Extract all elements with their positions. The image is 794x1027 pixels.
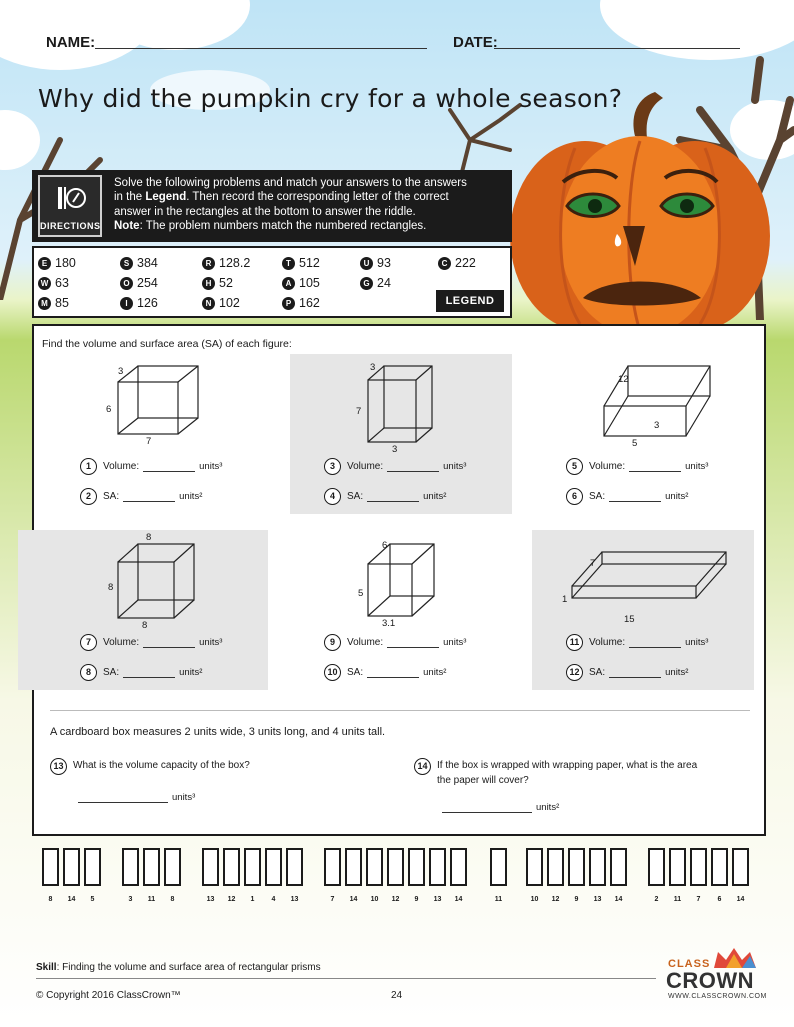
answer-blank[interactable] (367, 492, 419, 502)
dimension-label: 7 (356, 406, 362, 417)
dimension-label: 8 (108, 582, 114, 593)
figure-cell-3 (532, 354, 754, 514)
instruction-text: Find the volume and surface area (SA) of each figure: (42, 338, 292, 350)
legend-item (38, 256, 76, 270)
units-label: units³ (443, 637, 467, 648)
answer-box-number: 8 (170, 896, 175, 903)
legend-item (438, 256, 476, 270)
legend-letter: P (282, 297, 295, 310)
directions-line: Solve the following problems and match your answers to the answers (114, 177, 467, 189)
sa-question (324, 488, 446, 505)
logo-class-text: CLASS (668, 958, 711, 970)
dimension-label: 8 (142, 620, 148, 631)
answer-blank[interactable] (143, 638, 195, 648)
answer-box-number: 1 (250, 896, 255, 903)
answer-box-number: 14 (736, 896, 745, 903)
date-field[interactable] (494, 48, 740, 49)
question-14 (414, 758, 697, 788)
volume-question (80, 634, 222, 651)
box-word-problem: A cardboard box measures 2 units wide, 3 units long, and 4 units tall. (50, 726, 386, 738)
answer-letter-box[interactable] (122, 848, 139, 886)
logo-crown-text: CROWN (666, 968, 755, 993)
dimension-label: 15 (624, 614, 635, 625)
directions-line-part: in the (114, 191, 146, 204)
answer-letter-box[interactable] (589, 848, 606, 886)
legend-item (282, 276, 320, 290)
dimension-label: 7 (146, 436, 152, 447)
question-number: 8 (80, 664, 97, 681)
answer-blank[interactable] (609, 668, 661, 678)
question-text (437, 758, 697, 788)
sa-label: SA: (589, 667, 606, 678)
answer-letter-box[interactable] (265, 848, 282, 886)
answer-box-number: 13 (593, 896, 602, 903)
answer-letter-box[interactable] (244, 848, 261, 886)
answer-box-number: 8 (48, 896, 53, 903)
units-label: units² (179, 667, 203, 678)
answer-blank[interactable] (442, 803, 532, 813)
dimension-label: 3.1 (382, 618, 396, 629)
legend-item (202, 256, 250, 270)
volume-label: Volume: (103, 637, 140, 648)
legend-letter: H (202, 277, 215, 290)
question-number: 13 (50, 758, 67, 775)
answer-box-number: 5 (90, 896, 95, 903)
question-number: 3 (324, 458, 341, 475)
directions-badge-label: DIRECTIONS (40, 221, 101, 231)
answer-box-number: 14 (349, 896, 358, 903)
legend-letter: R (202, 257, 215, 270)
answer-14 (438, 802, 559, 813)
answer-box-number: 7 (330, 896, 335, 903)
volume-question (566, 458, 708, 475)
answer-box-number: 12 (227, 896, 236, 903)
note-word: Note (114, 219, 140, 232)
directions-text (114, 176, 506, 233)
question-text-line: If the box is wrapped with wrapping paper, what is the area (437, 760, 698, 771)
sa-question (324, 664, 446, 681)
legend-value: 52 (219, 276, 233, 290)
volume-label: Volume: (103, 461, 140, 472)
volume-label: Volume: (347, 461, 384, 472)
answer-box-number: 9 (574, 896, 579, 903)
answer-box-number: 3 (128, 896, 133, 903)
question-number: 10 (324, 664, 341, 681)
legend-item (282, 256, 320, 270)
answer-letter-box[interactable] (732, 848, 749, 886)
units-label: units³ (685, 637, 709, 648)
legend-item (38, 276, 69, 290)
dimension-label: 3 (654, 420, 660, 431)
prism-figure (18, 530, 268, 630)
note-text: : The problem numbers match the numbered rectangles. (139, 219, 427, 232)
riddle-title: Why did the pumpkin cry for a whole season? (38, 84, 623, 113)
dimension-label: 3 (392, 444, 398, 455)
answer-letter-box[interactable] (202, 848, 219, 886)
sa-question (80, 488, 202, 505)
question-number: 12 (566, 664, 583, 681)
answer-box-number: 13 (290, 896, 299, 903)
legend-item (202, 276, 233, 290)
answer-letter-box[interactable] (366, 848, 383, 886)
legend-letter: T (282, 257, 295, 270)
question-number: 14 (414, 758, 431, 775)
answer-letter-box[interactable] (610, 848, 627, 886)
volume-label: Volume: (589, 461, 626, 472)
section-divider (50, 710, 750, 711)
prism-figure (46, 354, 268, 454)
volume-question (80, 458, 222, 475)
answer-blank[interactable] (629, 462, 681, 472)
answer-blank[interactable] (367, 668, 419, 678)
legend-letter: A (282, 277, 295, 290)
answer-letter-box[interactable] (63, 848, 80, 886)
directions-line (114, 190, 506, 204)
answer-13 (74, 792, 195, 803)
question-number: 4 (324, 488, 341, 505)
directions-note (114, 219, 506, 233)
legend-letter: G (360, 277, 373, 290)
answer-box-number: 12 (391, 896, 400, 903)
answer-letter-box[interactable] (223, 848, 240, 886)
answer-letter-box[interactable] (143, 848, 160, 886)
prism-figure (532, 530, 754, 630)
dimension-label: 6 (382, 540, 388, 551)
skill-text: : Finding the volume and surface area of rectangular prisms (56, 962, 321, 973)
sa-question (566, 664, 688, 681)
answer-letter-box[interactable] (568, 848, 585, 886)
answer-box-number: 10 (370, 896, 379, 903)
date-label: DATE: (453, 34, 498, 51)
legend-letter: C (438, 257, 451, 270)
answer-box-number: 2 (654, 896, 659, 903)
legend-value: 24 (377, 276, 391, 290)
answer-letter-box[interactable] (429, 848, 446, 886)
answer-letter-box[interactable] (526, 848, 543, 886)
question-number: 11 (566, 634, 583, 651)
question-text-line: the paper will cover? (437, 775, 529, 786)
units-label: units² (665, 491, 689, 502)
dimension-label: 3 (370, 362, 376, 373)
sa-label: SA: (103, 491, 120, 502)
figure-cell-2 (290, 354, 512, 514)
answer-blank[interactable] (123, 668, 175, 678)
legend-panel (32, 246, 512, 318)
units-label: units² (423, 667, 447, 678)
volume-question (324, 458, 466, 475)
question-13 (50, 758, 250, 775)
legend-letter: S (120, 257, 133, 270)
legend-value: 93 (377, 256, 391, 270)
page-number: 24 (391, 990, 403, 1001)
units-label: units² (665, 667, 689, 678)
figure-cell-5 (290, 530, 512, 690)
answer-box-number: 12 (551, 896, 560, 903)
skill-note (36, 962, 321, 973)
dimension-label: 8 (146, 532, 152, 543)
answer-letter-box[interactable] (286, 848, 303, 886)
question-number: 7 (80, 634, 97, 651)
footer-divider (36, 978, 656, 979)
legend-letter: N (202, 297, 215, 310)
problems-panel (32, 324, 766, 836)
legend-item (38, 296, 69, 310)
legend-value: 128.2 (219, 256, 251, 270)
sa-question (566, 488, 688, 505)
answer-box-number: 4 (271, 896, 276, 903)
legend-value: 180 (55, 256, 76, 270)
legend-value: 63 (55, 276, 69, 290)
dimension-label: 6 (106, 404, 112, 415)
volume-question (324, 634, 466, 651)
logo-url: WWW.CLASSCROWN.COM (668, 993, 767, 1000)
answer-blank[interactable] (78, 793, 168, 803)
units-label: units² (536, 802, 560, 813)
answer-box-number: 7 (696, 896, 701, 903)
name-label: NAME: (46, 34, 96, 51)
dimension-label: 3 (118, 366, 124, 377)
question-number: 9 (324, 634, 341, 651)
legend-tag: LEGEND (436, 290, 504, 312)
answer-box-number: 14 (614, 896, 623, 903)
answer-box-number: 14 (67, 896, 76, 903)
prism-figure (290, 354, 512, 454)
directions-line-part: . Then record the corresponding letter of the correct (186, 191, 449, 204)
question-number: 6 (566, 488, 583, 505)
sa-label: SA: (589, 491, 606, 502)
units-label: units³ (172, 792, 196, 803)
answer-letter-box[interactable] (42, 848, 59, 886)
legend-item (120, 256, 158, 270)
units-label: units³ (199, 637, 223, 648)
answer-letter-box[interactable] (690, 848, 707, 886)
legend-item (120, 276, 158, 290)
dimension-label: 7 (590, 558, 596, 569)
directions-badge (38, 175, 102, 237)
answer-letter-box[interactable] (547, 848, 564, 886)
answer-box-number: 10 (530, 896, 539, 903)
answer-letter-box[interactable] (711, 848, 728, 886)
volume-question (566, 634, 708, 651)
legend-value: 102 (219, 296, 240, 310)
answer-letter-box[interactable] (345, 848, 362, 886)
legend-value: 105 (299, 276, 320, 290)
dimension-label: 1 (562, 594, 568, 605)
question-text: What is the volume capacity of the box? (73, 760, 250, 771)
dimension-label: 5 (632, 438, 638, 449)
figure-cell-6 (532, 530, 754, 690)
legend-item (360, 256, 391, 270)
units-label: units³ (199, 461, 223, 472)
legend-letter: M (38, 297, 51, 310)
answer-letter-box[interactable] (408, 848, 425, 886)
sad-pumpkin-illustration (505, 86, 775, 336)
dimension-label: 12 (618, 374, 629, 385)
answer-letter-box[interactable] (669, 848, 686, 886)
legend-letter: O (120, 277, 133, 290)
legend-value: 512 (299, 256, 320, 270)
figure-cell-4 (18, 530, 268, 690)
sa-question (80, 664, 202, 681)
answer-box-number: 11 (494, 896, 503, 903)
legend-letter: W (38, 277, 51, 290)
figure-cell-1 (46, 354, 268, 514)
sa-label: SA: (347, 667, 364, 678)
sa-label: SA: (347, 491, 364, 502)
volume-label: Volume: (347, 637, 384, 648)
answer-letter-box[interactable] (84, 848, 101, 886)
legend-letter: E (38, 257, 51, 270)
answer-blank[interactable] (629, 638, 681, 648)
dimension-label: 5 (358, 588, 364, 599)
units-label: units² (179, 491, 203, 502)
answer-letter-box[interactable] (164, 848, 181, 886)
units-label: units³ (443, 461, 467, 472)
legend-item (120, 296, 158, 310)
legend-letter: U (360, 257, 373, 270)
units-label: units³ (685, 461, 709, 472)
answer-letter-box[interactable] (648, 848, 665, 886)
directions-panel (32, 170, 512, 242)
legend-value: 384 (137, 256, 158, 270)
pencil-icon (56, 183, 86, 213)
answer-box-number: 9 (414, 896, 419, 903)
answer-box-number: 13 (433, 896, 442, 903)
prism-figure (290, 530, 512, 630)
question-number: 1 (80, 458, 97, 475)
legend-item (360, 276, 391, 290)
answer-letter-box[interactable] (387, 848, 404, 886)
legend-value: 85 (55, 296, 69, 310)
answer-letter-box[interactable] (324, 848, 341, 886)
answer-box-number: 11 (147, 896, 156, 903)
answer-box-number: 13 (206, 896, 215, 903)
answer-blank[interactable] (387, 638, 439, 648)
legend-item (202, 296, 240, 310)
legend-value: 254 (137, 276, 158, 290)
answer-box-number: 14 (454, 896, 463, 903)
sa-label: SA: (103, 667, 120, 678)
legend-value: 126 (137, 296, 158, 310)
answer-blank[interactable] (387, 462, 439, 472)
copyright: © Copyright 2016 ClassCrown™ (36, 990, 181, 1001)
legend-word: Legend (145, 191, 187, 204)
answer-box-number: 6 (717, 896, 722, 903)
directions-line: answer in the rectangles at the bottom to answer the riddle. (114, 205, 416, 218)
question-number: 2 (80, 488, 97, 505)
legend-value: 222 (455, 256, 476, 270)
answer-letter-box[interactable] (490, 848, 507, 886)
legend-value: 162 (299, 296, 320, 310)
answer-blank[interactable] (123, 492, 175, 502)
answer-blank[interactable] (143, 462, 195, 472)
skill-label: Skill (36, 962, 57, 973)
answer-blank[interactable] (609, 492, 661, 502)
units-label: units² (423, 491, 447, 502)
volume-label: Volume: (589, 637, 626, 648)
legend-item (282, 296, 320, 310)
name-field[interactable] (95, 48, 427, 49)
crown-logo-icon (712, 946, 758, 968)
question-number: 5 (566, 458, 583, 475)
answer-box-number: 11 (673, 896, 682, 903)
answer-letter-box[interactable] (450, 848, 467, 886)
prism-figure (532, 354, 754, 454)
legend-letter: I (120, 297, 133, 310)
